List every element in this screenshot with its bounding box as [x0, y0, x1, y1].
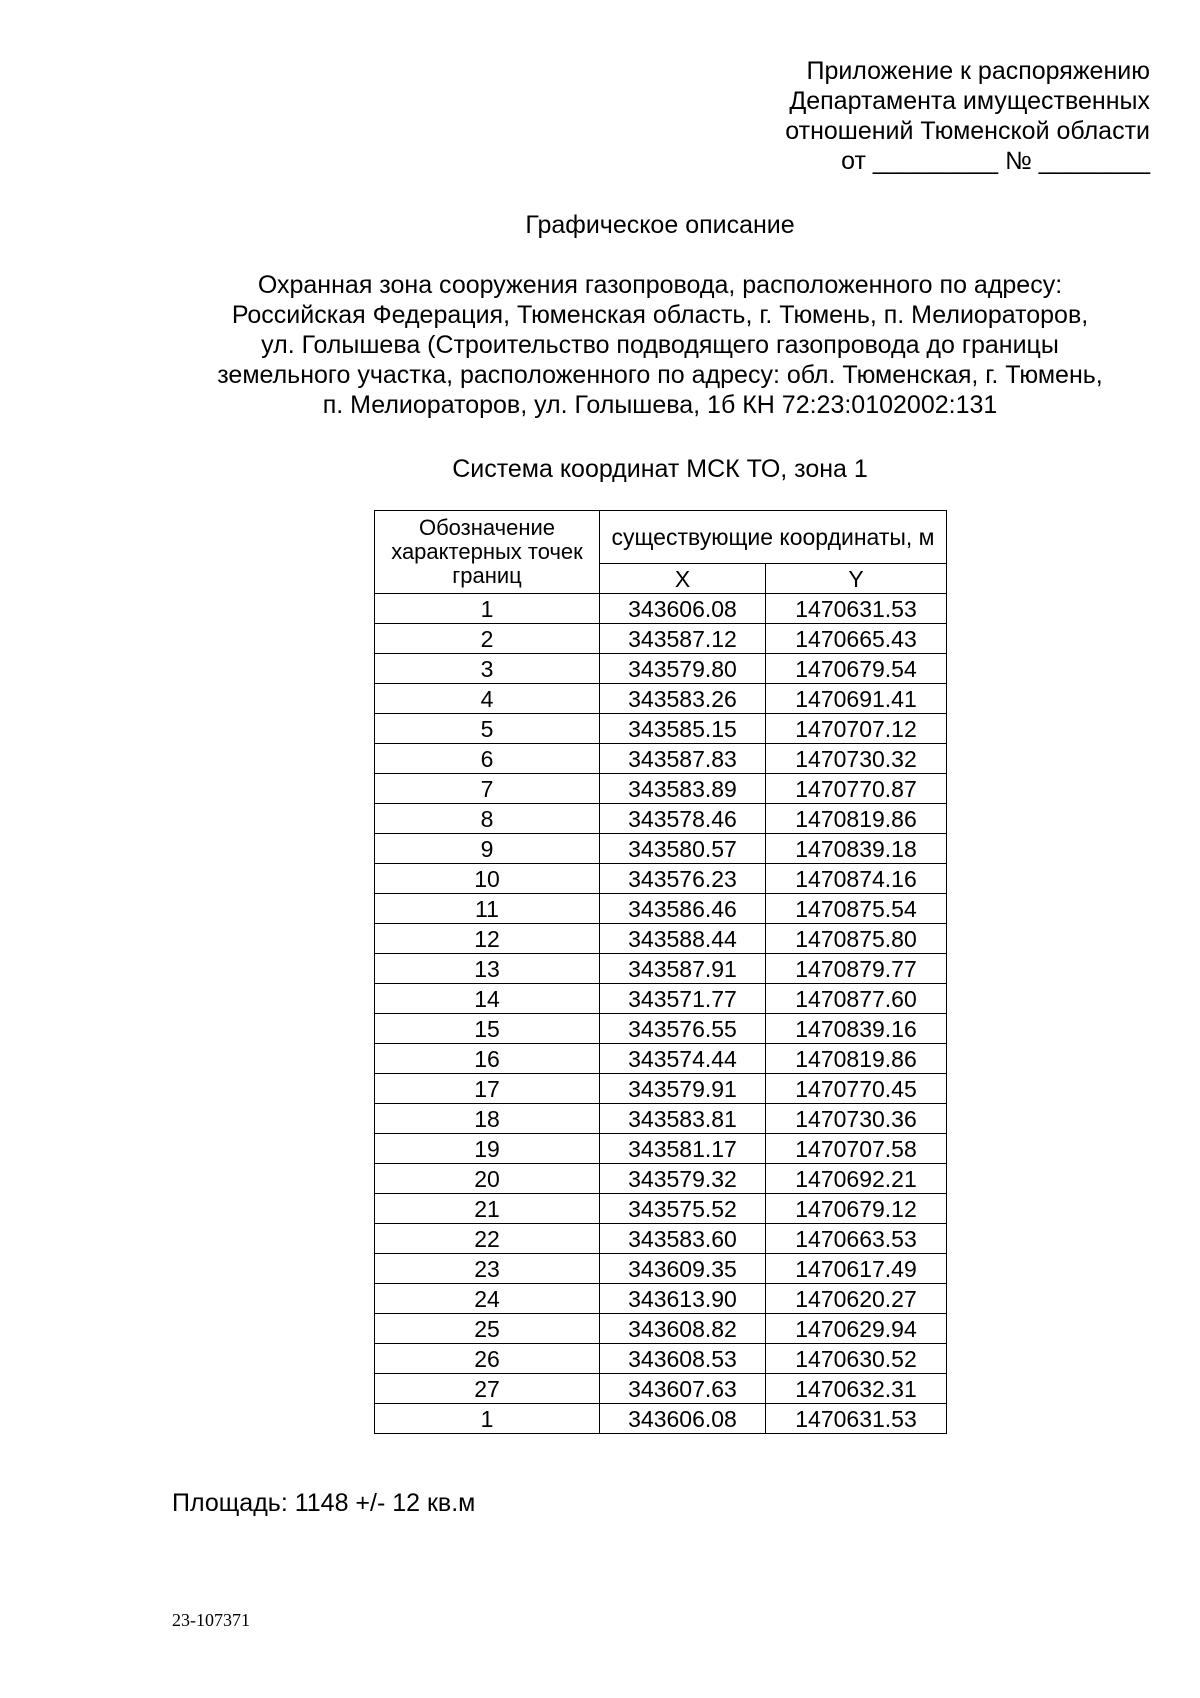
- x-coordinate-cell: 343587.83: [600, 744, 766, 774]
- y-coordinate-cell: 1470679.54: [766, 654, 947, 684]
- table-row: [375, 834, 947, 864]
- y-coordinate-cell: 1470839.16: [766, 1014, 947, 1044]
- point-number-cell: 1: [375, 1404, 600, 1434]
- table-row: [375, 714, 947, 744]
- y-coordinate-cell: 1470730.32: [766, 744, 947, 774]
- point-number-cell: 8: [375, 804, 600, 834]
- x-coordinate-cell: 343583.26: [600, 684, 766, 714]
- table-row: [375, 774, 947, 804]
- zone-description-line: п. Мелиораторов, ул. Голышева, 1б КН 72:23:0102002:131: [322, 391, 998, 419]
- y-coordinate-cell: 1470665.43: [766, 624, 947, 654]
- y-coordinate-cell: 1470630.52: [766, 1344, 947, 1374]
- x-coordinate-cell: 343613.90: [600, 1284, 766, 1314]
- y-coordinate-cell: 1470707.12: [766, 714, 947, 744]
- point-number-cell: 27: [375, 1374, 600, 1404]
- point-number-cell: 7: [375, 774, 600, 804]
- point-number-cell: 1: [375, 594, 600, 624]
- table-row: [375, 984, 947, 1014]
- x-coordinate-cell: 343607.63: [600, 1374, 766, 1404]
- point-number-cell: 14: [375, 984, 600, 1014]
- x-coordinate-cell: 343579.91: [600, 1074, 766, 1104]
- y-coordinate-cell: 1470839.18: [766, 834, 947, 864]
- zone-description-line: Российская Федерация, Тюменская область, г. Тюмень, п. Мелиораторов,: [231, 301, 1089, 329]
- x-coordinate-cell: 343606.08: [600, 594, 766, 624]
- y-coordinate-cell: 1470875.80: [766, 924, 947, 954]
- point-number-cell: 26: [375, 1344, 600, 1374]
- point-number-cell: 20: [375, 1164, 600, 1194]
- table-row: [375, 1104, 947, 1134]
- x-coordinate-cell: 343579.80: [600, 654, 766, 684]
- table-row: [375, 894, 947, 924]
- x-coordinate-cell: 343583.60: [600, 1224, 766, 1254]
- point-number-cell: 23: [375, 1254, 600, 1284]
- point-number-cell: 10: [375, 864, 600, 894]
- coordinates-table: [374, 510, 947, 1434]
- header-text: характерных точек: [391, 539, 583, 564]
- x-column-header: X: [600, 564, 766, 594]
- x-coordinate-cell: 343579.32: [600, 1164, 766, 1194]
- annex-line: отношений Тюменской области: [785, 117, 1150, 145]
- point-number-cell: 6: [375, 744, 600, 774]
- table-row: [375, 1254, 947, 1284]
- point-number-cell: 2: [375, 624, 600, 654]
- table-row: [375, 1194, 947, 1224]
- x-coordinate-cell: 343576.23: [600, 864, 766, 894]
- table-row: [375, 624, 947, 654]
- y-coordinate-cell: 1470875.54: [766, 894, 947, 924]
- point-number-cell: 18: [375, 1104, 600, 1134]
- zone-description: [0, 270, 1200, 420]
- document-title: Графическое описание: [525, 211, 795, 239]
- x-coordinate-cell: 343571.77: [600, 984, 766, 1014]
- point-number-cell: 21: [375, 1194, 600, 1224]
- document-number: 23-107371: [172, 1610, 250, 1630]
- x-coordinate-cell: 343583.81: [600, 1104, 766, 1134]
- x-coordinate-cell: 343608.82: [600, 1314, 766, 1344]
- y-coordinate-cell: 1470707.58: [766, 1134, 947, 1164]
- y-coordinate-cell: 1470691.41: [766, 684, 947, 714]
- y-coordinate-cell: 1470617.49: [766, 1254, 947, 1284]
- table-row: [375, 684, 947, 714]
- y-coordinate-cell: 1470632.31: [766, 1374, 947, 1404]
- table-row: [375, 1044, 947, 1074]
- x-coordinate-cell: 343578.46: [600, 804, 766, 834]
- point-number-cell: 5: [375, 714, 600, 744]
- table-row: [375, 1314, 947, 1344]
- table-row: [375, 864, 947, 894]
- table-row: [375, 1404, 947, 1434]
- point-number-cell: 22: [375, 1224, 600, 1254]
- point-number-cell: 13: [375, 954, 600, 984]
- y-coordinate-cell: 1470770.87: [766, 774, 947, 804]
- x-coordinate-cell: 343581.17: [600, 1134, 766, 1164]
- x-coordinate-cell: 343585.15: [600, 714, 766, 744]
- table-row: [375, 1344, 947, 1374]
- table-row: [375, 594, 947, 624]
- header-text: Обозначение: [418, 515, 556, 540]
- y-coordinate-cell: 1470692.21: [766, 1164, 947, 1194]
- table-row: [375, 1224, 947, 1254]
- x-coordinate-cell: 343583.89: [600, 774, 766, 804]
- zone-description-line: земельного участка, расположенного по адресу: обл. Тюменская, г. Тюмень,: [217, 361, 1103, 389]
- x-coordinate-cell: 343586.46: [600, 894, 766, 924]
- area-label: Площадь: 1148 +/- 12 кв.м: [172, 1489, 476, 1517]
- table-row: [375, 1374, 947, 1404]
- x-coordinate-cell: 343575.52: [600, 1194, 766, 1224]
- table-row: [375, 804, 947, 834]
- point-number-cell: 19: [375, 1134, 600, 1164]
- table-row: [375, 1134, 947, 1164]
- point-number-cell: 17: [375, 1074, 600, 1104]
- y-coordinate-cell: 1470629.94: [766, 1314, 947, 1344]
- point-number-cell: 15: [375, 1014, 600, 1044]
- y-coordinate-cell: 1470770.45: [766, 1074, 947, 1104]
- table-row: [375, 924, 947, 954]
- y-coordinate-cell: 1470819.86: [766, 1044, 947, 1074]
- header-text: границ: [452, 563, 522, 588]
- table-row: [375, 954, 947, 984]
- point-number-cell: 11: [375, 894, 600, 924]
- y-coordinate-cell: 1470819.86: [766, 804, 947, 834]
- point-number-cell: 16: [375, 1044, 600, 1074]
- x-coordinate-cell: 343587.91: [600, 954, 766, 984]
- annex-header: [785, 56, 1150, 176]
- y-coordinate-cell: 1470620.27: [766, 1284, 947, 1314]
- x-coordinate-cell: 343580.57: [600, 834, 766, 864]
- y-coordinate-cell: 1470663.53: [766, 1224, 947, 1254]
- table-row: [375, 1074, 947, 1104]
- table-row: [375, 1284, 947, 1314]
- y-coordinate-cell: 1470879.77: [766, 954, 947, 984]
- annex-date-number-line: от _________ № ________: [841, 147, 1150, 175]
- y-coordinate-cell: 1470679.12: [766, 1194, 947, 1224]
- y-coordinate-cell: 1470874.16: [766, 864, 947, 894]
- x-coordinate-cell: 343606.08: [600, 1404, 766, 1434]
- point-number-cell: 4: [375, 684, 600, 714]
- y-coordinate-cell: 1470877.60: [766, 984, 947, 1014]
- x-coordinate-cell: 343609.35: [600, 1254, 766, 1284]
- coordinate-system-label: Система координат МСК ТО, зона 1: [452, 455, 868, 483]
- table-row: [375, 654, 947, 684]
- point-number-cell: 3: [375, 654, 600, 684]
- table-row: [375, 744, 947, 774]
- table-row: [375, 1014, 947, 1044]
- x-coordinate-cell: 343588.44: [600, 924, 766, 954]
- coordinates-table-body: [375, 594, 947, 1434]
- coordinates-column-header: существующие координаты, м: [600, 511, 947, 564]
- annex-line: Приложение к распоряжению: [806, 57, 1150, 85]
- x-coordinate-cell: 343574.44: [600, 1044, 766, 1074]
- table-row: [375, 1164, 947, 1194]
- point-number-cell: 12: [375, 924, 600, 954]
- point-number-cell: 9: [375, 834, 600, 864]
- y-column-header: Y: [766, 564, 947, 594]
- y-coordinate-cell: 1470631.53: [766, 594, 947, 624]
- x-coordinate-cell: 343608.53: [600, 1344, 766, 1374]
- point-number-cell: 25: [375, 1314, 600, 1344]
- annex-line: Департамента имущественных: [789, 87, 1150, 115]
- point-number-cell: 24: [375, 1284, 600, 1314]
- zone-description-line: ул. Голышева (Строительство подводящего газопровода до границы: [261, 331, 1059, 359]
- y-coordinate-cell: 1470730.36: [766, 1104, 947, 1134]
- zone-description-line: Охранная зона сооружения газопровода, расположенного по адресу:: [257, 271, 1063, 299]
- x-coordinate-cell: 343587.12: [600, 624, 766, 654]
- y-coordinate-cell: 1470631.53: [766, 1404, 947, 1434]
- points-column-header: [375, 511, 600, 594]
- x-coordinate-cell: 343576.55: [600, 1014, 766, 1044]
